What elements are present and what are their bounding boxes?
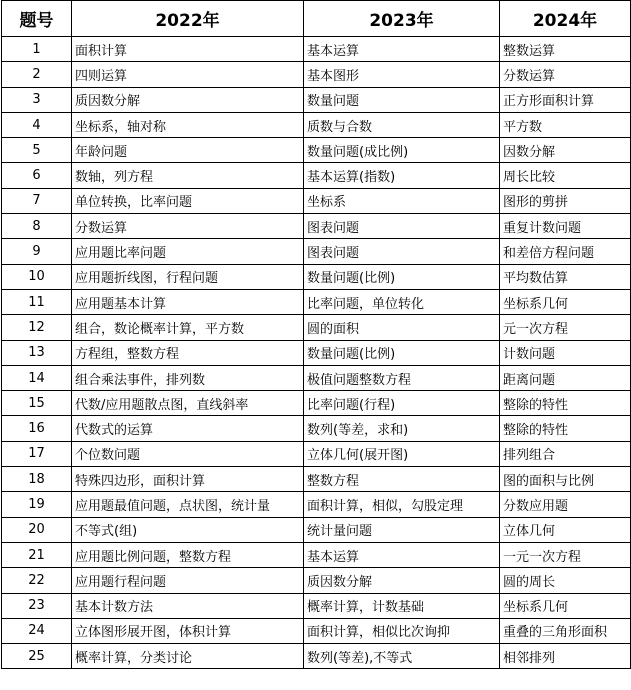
topic-2023-cell: 数量问题(比例) [304, 340, 500, 365]
topic-2022-cell: 四则运算 [72, 62, 304, 87]
topic-2022-cell: 分数运算 [72, 214, 304, 239]
table-row [2, 365, 631, 390]
table-row [2, 441, 631, 466]
topic-2024-cell: 距离问题 [500, 365, 631, 390]
table-row [2, 163, 631, 188]
question-number-cell: 24 [2, 618, 72, 643]
topic-2022-cell: 代数式的运算 [72, 416, 304, 441]
topic-2024-cell: 整除的特性 [500, 391, 631, 416]
topic-2023-cell: 数量问题 [304, 87, 500, 112]
topic-2023-cell: 基本图形 [304, 62, 500, 87]
table-row [2, 593, 631, 618]
question-number-cell: 8 [2, 214, 72, 239]
topic-2022-cell: 数轴，列方程 [72, 163, 304, 188]
topic-2024-cell: 排列组合 [500, 441, 631, 466]
topic-2023-cell: 基本运算 [304, 37, 500, 62]
topic-2023-cell: 数量问题(成比例) [304, 138, 500, 163]
question-number-cell: 22 [2, 568, 72, 593]
table-row [2, 264, 631, 289]
table-row [2, 188, 631, 213]
table-row [2, 138, 631, 163]
topic-2024-cell: 计数问题 [500, 340, 631, 365]
topic-2023-cell: 质数与合数 [304, 112, 500, 137]
topic-2024-cell: 圆的周长 [500, 568, 631, 593]
table-row [2, 416, 631, 441]
topic-2022-cell: 立体图形展开图，体积计算 [72, 618, 304, 643]
question-number-cell: 12 [2, 315, 72, 340]
topic-2022-cell: 代数/应用题散点图，直线斜率 [72, 391, 304, 416]
topic-2023-cell: 统计量问题 [304, 517, 500, 542]
topic-2023-cell: 基本运算 [304, 542, 500, 567]
topic-2022-cell: 应用题基本计算 [72, 289, 304, 314]
question-number-cell: 25 [2, 644, 72, 669]
topic-2024-cell: 重复计数问题 [500, 214, 631, 239]
topic-2023-cell: 基本运算(指数) [304, 163, 500, 188]
question-number-cell: 3 [2, 87, 72, 112]
topic-2024-cell: 图的面积与比例 [500, 467, 631, 492]
topic-2024-cell: 和差倍方程问题 [500, 239, 631, 264]
topic-2023-cell: 概率计算，计数基础 [304, 593, 500, 618]
table-row [2, 618, 631, 643]
topic-2024-cell: 元一次方程 [500, 315, 631, 340]
topic-2024-cell: 分数运算 [500, 62, 631, 87]
topic-2022-cell: 应用题行程问题 [72, 568, 304, 593]
question-number-cell: 14 [2, 365, 72, 390]
table-row [2, 239, 631, 264]
question-number-cell: 2 [2, 62, 72, 87]
topic-2022-cell: 个位数问题 [72, 441, 304, 466]
table-row [2, 62, 631, 87]
topic-2024-cell: 周长比较 [500, 163, 631, 188]
question-number-cell: 1 [2, 37, 72, 62]
question-number-cell: 7 [2, 188, 72, 213]
topic-2022-cell: 组合乘法事件，排列数 [72, 365, 304, 390]
topic-2023-cell: 极值问题整数方程 [304, 365, 500, 390]
header-row [2, 1, 631, 37]
table-row [2, 542, 631, 567]
question-number-cell: 15 [2, 391, 72, 416]
topic-2022-cell: 坐标系，轴对称 [72, 112, 304, 137]
topic-2022-cell: 应用题最值问题，点状图，统计量 [72, 492, 304, 517]
topic-2024-cell: 平均数估算 [500, 264, 631, 289]
topic-2023-cell: 比率问题，单位转化 [304, 289, 500, 314]
topic-2024-cell: 相邻排列 [500, 644, 631, 669]
question-number-cell: 17 [2, 441, 72, 466]
topic-2022-cell: 不等式(组) [72, 517, 304, 542]
topic-2023-cell: 数列(等差，求和) [304, 416, 500, 441]
table-row [2, 568, 631, 593]
topic-2022-cell: 应用题比率问题 [72, 239, 304, 264]
topic-2023-cell: 面积计算，相似比次询抑 [304, 618, 500, 643]
topic-2024-cell: 因数分解 [500, 138, 631, 163]
topic-2023-cell: 图表问题 [304, 214, 500, 239]
topic-2022-cell: 概率计算，分类讨论 [72, 644, 304, 669]
topic-2024-cell: 整除的特性 [500, 416, 631, 441]
topic-2024-cell: 平方数 [500, 112, 631, 137]
topic-2023-cell: 坐标系 [304, 188, 500, 213]
topic-2022-cell: 质因数分解 [72, 87, 304, 112]
table-row [2, 467, 631, 492]
question-number-cell: 9 [2, 239, 72, 264]
table-row [2, 214, 631, 239]
topic-2023-cell: 数量问题(比例) [304, 264, 500, 289]
topic-2022-cell: 特殊四边形，面积计算 [72, 467, 304, 492]
topic-2023-cell: 圆的面积 [304, 315, 500, 340]
question-number-cell: 11 [2, 289, 72, 314]
topic-2024-cell: 立体几何 [500, 517, 631, 542]
header-2024: 2024年 [500, 1, 631, 37]
topic-2023-cell: 立体几何(展开图) [304, 441, 500, 466]
topic-2022-cell: 应用题折线图，行程问题 [72, 264, 304, 289]
table-row [2, 644, 631, 669]
question-number-cell: 4 [2, 112, 72, 137]
question-number-cell: 19 [2, 492, 72, 517]
question-number-cell: 5 [2, 138, 72, 163]
header-2023: 2023年 [304, 1, 500, 37]
topic-2023-cell: 质因数分解 [304, 568, 500, 593]
table-row [2, 37, 631, 62]
question-number-cell: 10 [2, 264, 72, 289]
table-row [2, 112, 631, 137]
topic-2022-cell: 基本计数方法 [72, 593, 304, 618]
question-number-cell: 21 [2, 542, 72, 567]
table-row [2, 289, 631, 314]
header-question-number: 题号 [2, 1, 72, 37]
topic-2022-cell: 面积计算 [72, 37, 304, 62]
question-number-cell: 6 [2, 163, 72, 188]
topic-2022-cell: 年龄问题 [72, 138, 304, 163]
topic-2024-cell: 正方形面积计算 [500, 87, 631, 112]
topic-2024-cell: 坐标系几何 [500, 289, 631, 314]
topic-2023-cell: 比率问题(行程) [304, 391, 500, 416]
question-number-cell: 18 [2, 467, 72, 492]
topic-2023-cell: 数列(等差),不等式 [304, 644, 500, 669]
table-header [2, 1, 631, 37]
topic-2024-cell: 图形的剪拼 [500, 188, 631, 213]
topic-2024-cell: 一元一次方程 [500, 542, 631, 567]
topic-2022-cell: 应用题比例问题，整数方程 [72, 542, 304, 567]
question-number-cell: 16 [2, 416, 72, 441]
topic-2024-cell: 分数应用题 [500, 492, 631, 517]
topic-2024-cell: 重叠的三角形面积 [500, 618, 631, 643]
topic-2024-cell: 整数运算 [500, 37, 631, 62]
topic-2022-cell: 组合，数论概率计算，平方数 [72, 315, 304, 340]
table-row [2, 340, 631, 365]
header-2022: 2022年 [72, 1, 304, 37]
table-row [2, 492, 631, 517]
topic-2023-cell: 整数方程 [304, 467, 500, 492]
exam-topics-table [1, 0, 631, 669]
table-body [2, 37, 631, 669]
topic-2022-cell: 方程组，整数方程 [72, 340, 304, 365]
table-row [2, 315, 631, 340]
question-number-cell: 23 [2, 593, 72, 618]
table-row [2, 87, 631, 112]
table-row [2, 391, 631, 416]
topic-2023-cell: 图表问题 [304, 239, 500, 264]
topic-2024-cell: 坐标系几何 [500, 593, 631, 618]
topic-2022-cell: 单位转换，比率问题 [72, 188, 304, 213]
question-number-cell: 13 [2, 340, 72, 365]
question-number-cell: 20 [2, 517, 72, 542]
topic-2023-cell: 面积计算，相似，勾股定理 [304, 492, 500, 517]
table-row [2, 517, 631, 542]
